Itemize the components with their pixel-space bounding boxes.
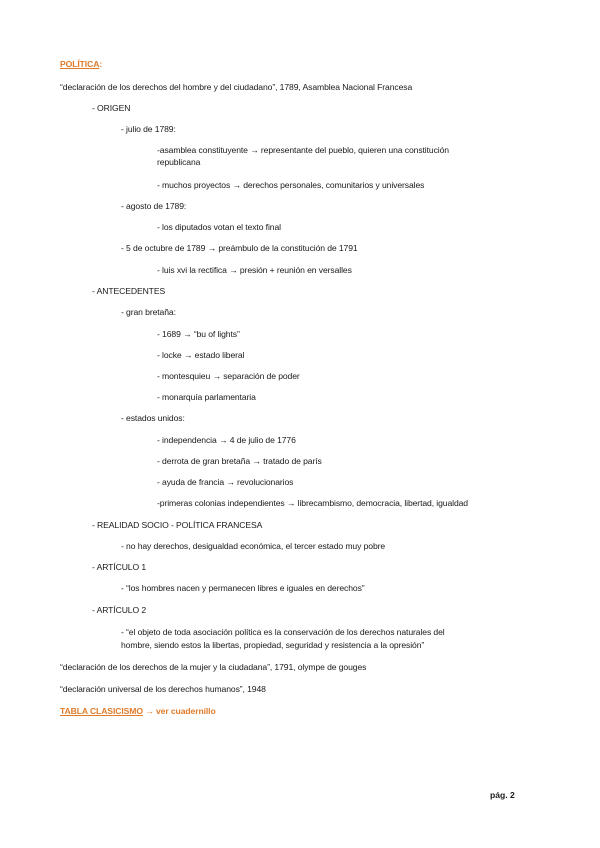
item-articulo-2-cont: hombre, siendo estos la libertas, propiedad, seguridad y resistencia a la opresión” bbox=[121, 640, 425, 650]
footer-link-row bbox=[60, 706, 216, 717]
item-derrota: - derrota de gran bretaña → tratado de parís bbox=[157, 456, 322, 466]
section-title bbox=[60, 59, 102, 70]
item-articulo-1-text: - “los hombres nacen y permanecen libres e iguales en derechos” bbox=[121, 583, 365, 593]
item-asamblea: -asamblea constituyente → representante del pueblo, quieren una constitución bbox=[157, 145, 449, 155]
item-1689: - 1689 → “bu of lights” bbox=[157, 329, 240, 339]
declaration-line-1789: “declaración de los derechos del hombre y del ciudadano”, 1789, Asamblea Nacional Francesa bbox=[60, 82, 413, 92]
item-asamblea-cont: republicana bbox=[157, 157, 201, 167]
declaration-line-1948: “declaración universal de los derechos humanos”, 1948 bbox=[60, 684, 266, 694]
item-agosto-1789: - agosto de 1789: bbox=[121, 201, 187, 211]
item-montesquieu: - montesquieu → separación de poder bbox=[157, 371, 300, 381]
title-politica: POLÍTICA bbox=[60, 59, 100, 69]
item-diputados: - los diputados votan el texto final bbox=[157, 222, 281, 232]
heading-realidad: - REALIDAD SOCIO - POLÍTICA FRANCESA bbox=[92, 520, 263, 530]
item-octubre-1789: - 5 de octubre de 1789 → preámbulo de la constitución de 1791 bbox=[121, 243, 358, 253]
item-independencia: - independencia → 4 de julio de 1776 bbox=[157, 435, 296, 445]
item-gran-bretana: - gran bretaña: bbox=[121, 307, 176, 317]
item-luis-xvi: - luis xvi la rectifica → presión + reunión en versalles bbox=[157, 265, 352, 275]
item-no-hay-derechos: - no hay derechos, desigualdad económica, el tercer estado muy pobre bbox=[121, 541, 386, 551]
declaration-line-1791: “declaración de los derechos de la mujer y la ciudadana”, 1791, olympe de gouges bbox=[60, 662, 367, 672]
heading-articulo-2: - ARTÍCULO 2 bbox=[92, 605, 147, 615]
item-ayuda-francia: - ayuda de francia → revolucionarios bbox=[157, 477, 294, 487]
heading-antecedentes: - ANTECEDENTES bbox=[92, 286, 166, 296]
item-articulo-2-text: - “el objeto de toda asociación política es la conservación de los derechos naturales del bbox=[121, 627, 445, 637]
item-monarquia: - monarquía parlamentaria bbox=[157, 392, 256, 402]
item-proyectos: - muchos proyectos → derechos personales, comunitarios y universales bbox=[157, 180, 425, 190]
heading-origen: - ORIGEN bbox=[92, 103, 131, 113]
heading-articulo-1: - ARTÍCULO 1 bbox=[92, 562, 147, 572]
title-colon: : bbox=[99, 59, 103, 69]
item-locke: - locke → estado liberal bbox=[157, 350, 245, 360]
item-primeras-colonias: -primeras colonias independientes → librecambismo, democracia, libertad, igualdad bbox=[157, 498, 468, 508]
item-estados-unidos: - estados unidos: bbox=[121, 413, 185, 423]
page-number: pág. 2 bbox=[490, 790, 515, 800]
ver-cuadernillo-text: → ver cuadernillo bbox=[142, 706, 216, 716]
tabla-clasicismo-link[interactable]: TABLA CLASICISMO bbox=[60, 706, 143, 716]
item-julio-1789: - julio de 1789: bbox=[121, 124, 176, 134]
